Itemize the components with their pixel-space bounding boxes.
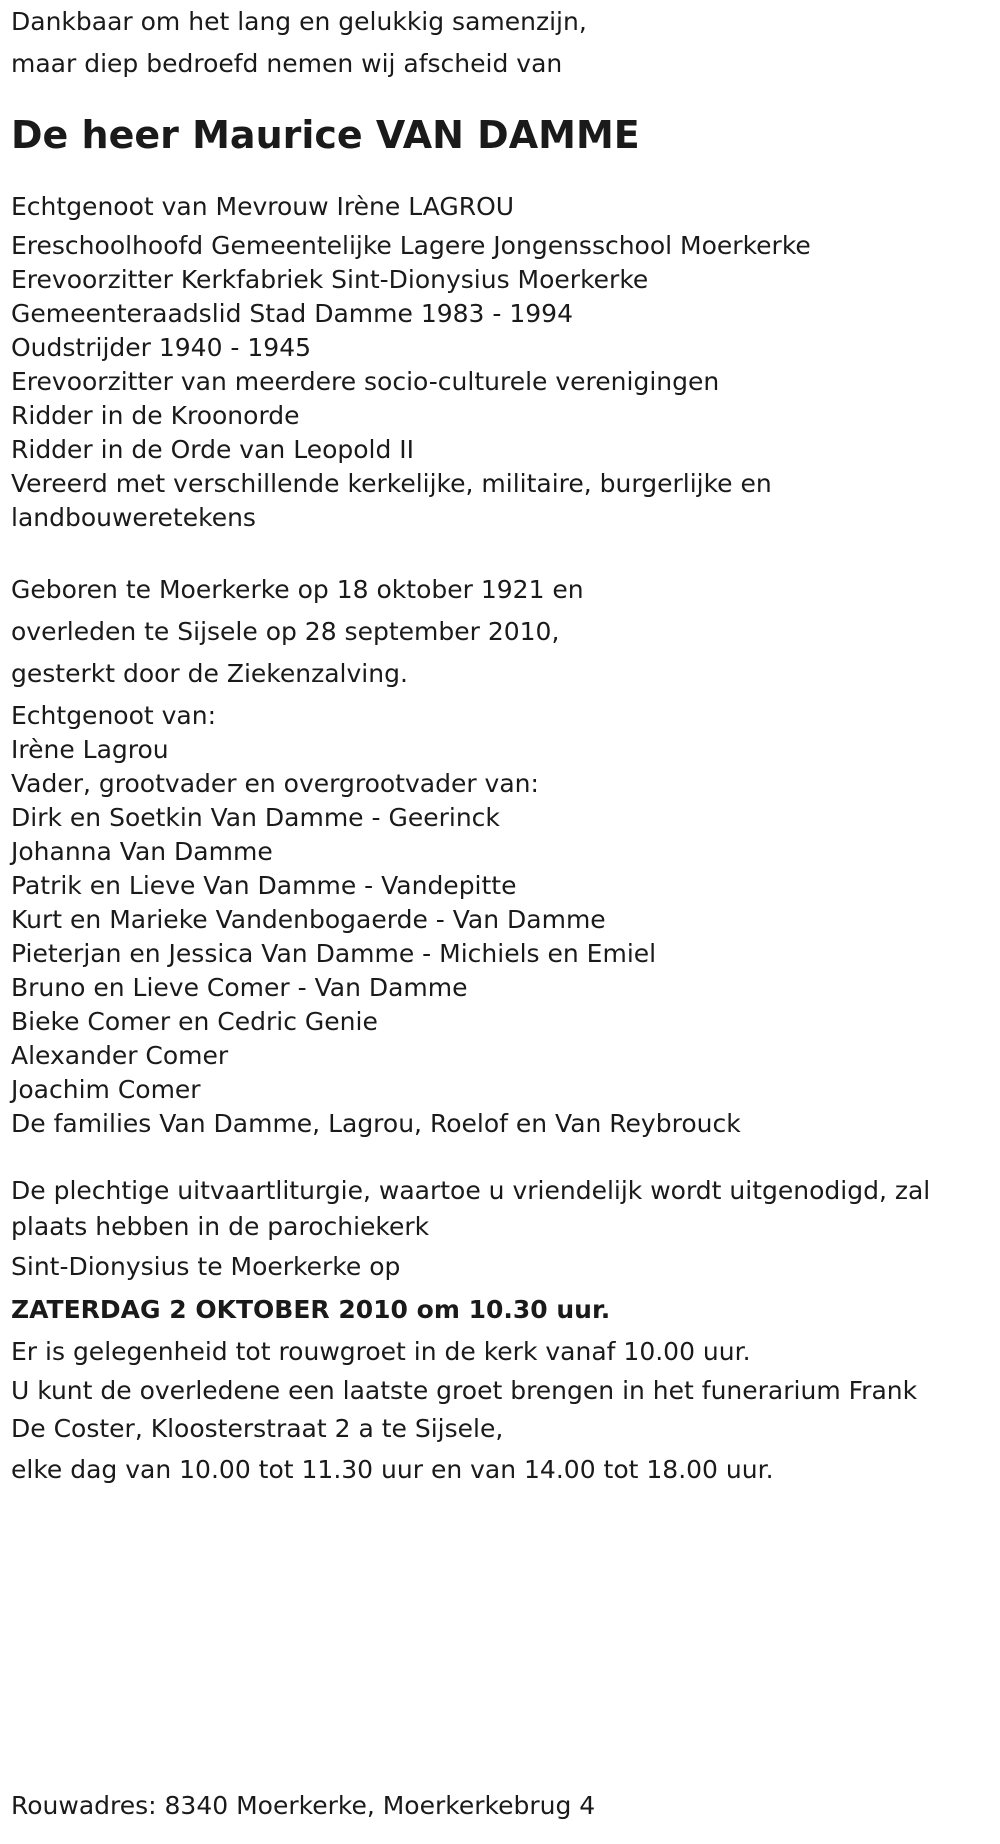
funeral-line-2: plaats hebben in de parochiekerk [11, 1212, 430, 1241]
family-item: Patrik en Lieve Van Damme - Vandepitte [11, 871, 517, 900]
rouwgroet-line: Er is gelegenheid tot rouwgroet in de kerk vanaf 10.00 uur. [11, 1337, 751, 1366]
spouse-line: Echtgenoot van Mevrouw Irène LAGROU [11, 192, 515, 221]
visit-line-3: elke dag van 10.00 tot 11.30 uur en van 14.00 tot 18.00 uur. [11, 1455, 774, 1484]
family-item: Kurt en Marieke Vandenbogaerde - Van Damme [11, 905, 606, 934]
sacrament-line: gesterkt door de Ziekenzalving. [11, 659, 408, 688]
intro-line-2: maar diep bedroefd nemen wij afscheid van [11, 49, 563, 78]
funeral-line-1: De plechtige uitvaartliturgie, waartoe u vriendelijk wordt uitgenodigd, zal [11, 1176, 931, 1205]
family-item: Joachim Comer [11, 1075, 201, 1104]
intro-block [11, 2, 587, 86]
death-line: overleden te Sijsele op 28 september 2010, [11, 617, 560, 646]
title-item: Ereschoolhoofd Gemeentelijke Lagere Jongensschool Moerkerke [11, 231, 811, 260]
family-item: Bruno en Lieve Comer - Van Damme [11, 973, 468, 1002]
title-item: Gemeenteraadslid Stad Damme 1983 - 1994 [11, 299, 573, 328]
title-item: Erevoorzitter Kerkfabriek Sint-Dionysius Moerkerke [11, 265, 649, 294]
family-item: Pieterjan en Jessica Van Damme - Michiels en Emiel [11, 939, 657, 968]
title-item: landbouweretekens [11, 503, 256, 532]
title-item: Oudstrijder 1940 - 1945 [11, 333, 312, 362]
funeral-block [11, 1173, 930, 1491]
title-item: Ridder in de Kroonorde [11, 401, 300, 430]
funeral-line-3: Sint-Dionysius te Moerkerke op [11, 1252, 401, 1281]
titles-list [11, 229, 811, 535]
birth-line: Geboren te Moerkerke op 18 oktober 1921 en [11, 575, 584, 604]
family-item: Johanna Van Damme [11, 837, 273, 866]
family-item: De families Van Damme, Lagrou, Roelof en Van Reybrouck [11, 1109, 741, 1138]
birth-block [11, 569, 584, 695]
family-item: Bieke Comer en Cedric Genie [11, 1007, 378, 1036]
mourning-address: Rouwadres: 8340 Moerkerke, Moerkerkebrug 4 [11, 1791, 596, 1820]
intro-line-1: Dankbaar om het lang en gelukkig samenzijn, [11, 7, 587, 36]
title-item: Erevoorzitter van meerdere socio-culturele verenigingen [11, 367, 720, 396]
funeral-date: ZATERDAG 2 OKTOBER 2010 om 10.30 uur. [11, 1295, 611, 1324]
family-item: Dirk en Soetkin Van Damme - Geerinck [11, 803, 500, 832]
family-item: Echtgenoot van: [11, 701, 217, 730]
deceased-name: De heer Maurice VAN DAMME [11, 113, 640, 157]
visit-line-1: U kunt de overledene een laatste groet brengen in het funerarium Frank [11, 1376, 918, 1405]
family-item: Irène Lagrou [11, 735, 169, 764]
title-item: Ridder in de Orde van Leopold II [11, 435, 415, 464]
title-item: Vereerd met verschillende kerkelijke, militaire, burgerlijke en [11, 469, 772, 498]
visit-line-2: De Coster, Kloosterstraat 2 a te Sijsele, [11, 1414, 504, 1443]
family-item: Vader, grootvader en overgrootvader van: [11, 769, 539, 798]
family-item: Alexander Comer [11, 1041, 229, 1070]
family-list [11, 699, 741, 1141]
